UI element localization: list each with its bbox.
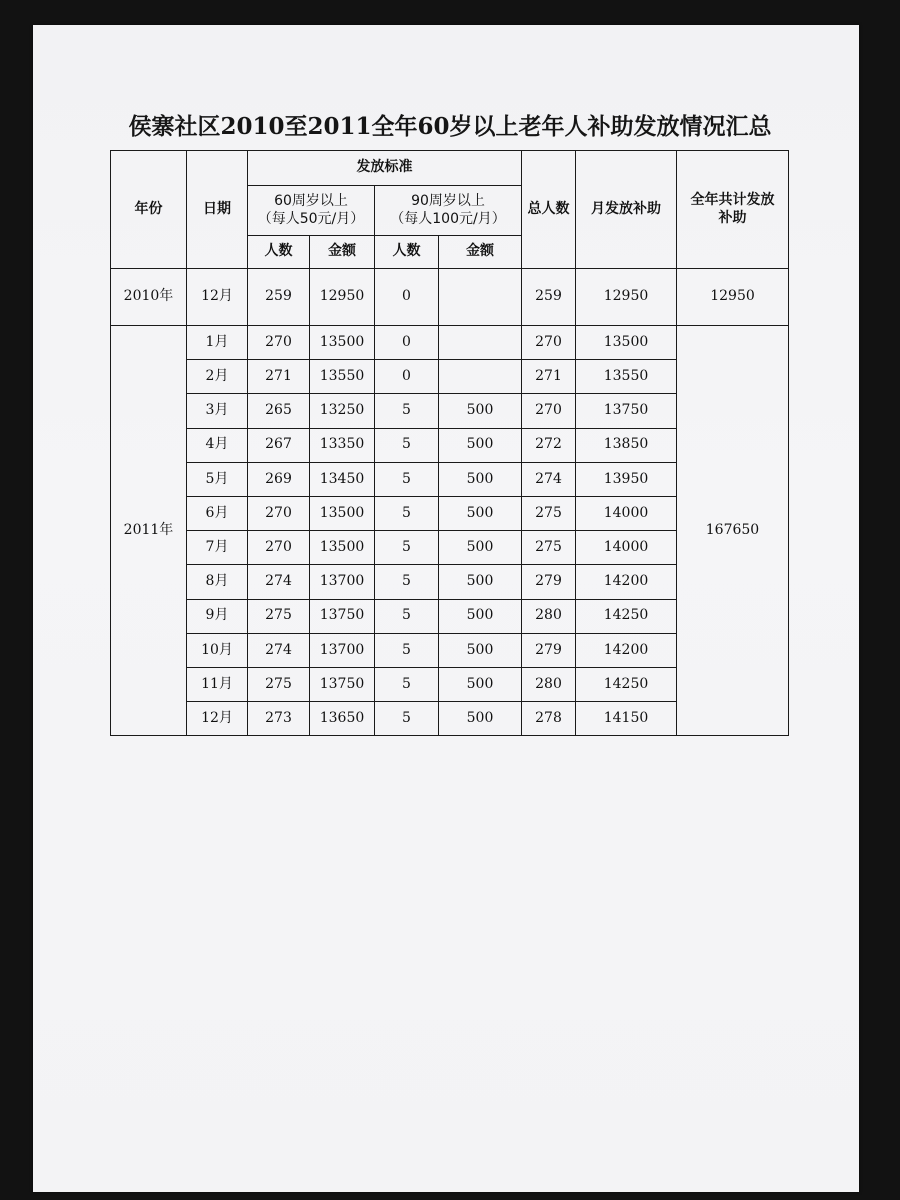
year-cell: 2011年 [111, 326, 187, 736]
amount-90-cell: 500 [439, 428, 522, 462]
count-90-cell: 5 [375, 702, 439, 736]
header-amount-60: 金额 [310, 236, 375, 269]
monthly-subsidy-cell: 13750 [576, 394, 677, 428]
year-cell: 2010年 [111, 269, 187, 326]
amount-90-cell: 500 [439, 565, 522, 599]
header-date: 日期 [187, 151, 248, 269]
monthly-subsidy-cell: 14150 [576, 702, 677, 736]
count-90-cell: 5 [375, 667, 439, 701]
amount-60-cell: 13250 [310, 394, 375, 428]
monthly-subsidy-cell: 14250 [576, 667, 677, 701]
date-cell: 8月 [187, 565, 248, 599]
count-90-cell: 0 [375, 360, 439, 394]
count-60-cell: 273 [248, 702, 310, 736]
date-cell: 2月 [187, 360, 248, 394]
monthly-subsidy-cell: 13950 [576, 462, 677, 496]
date-cell: 4月 [187, 428, 248, 462]
amount-60-cell: 13700 [310, 565, 375, 599]
amount-60-cell: 13550 [310, 360, 375, 394]
total-people-cell: 275 [522, 531, 576, 565]
count-90-cell: 5 [375, 531, 439, 565]
amount-90-cell: 500 [439, 702, 522, 736]
header-group-90-line2: （每人100元/月） [390, 210, 506, 227]
annual-total-cell: 167650 [677, 326, 789, 736]
document-title: 侯寨社区2010至2011全年60岁以上老年人补助发放情况汇总 [128, 113, 772, 140]
total-people-cell: 279 [522, 633, 576, 667]
header-group-60-line1: 60周岁以上 [274, 193, 348, 209]
count-60-cell: 270 [248, 496, 310, 530]
header-monthly-subsidy: 月发放补助 [576, 151, 677, 269]
total-people-cell: 280 [522, 667, 576, 701]
amount-60-cell: 13700 [310, 633, 375, 667]
total-people-cell: 272 [522, 428, 576, 462]
amount-60-cell: 13450 [310, 462, 375, 496]
date-cell: 12月 [187, 702, 248, 736]
amount-60-cell: 13750 [310, 599, 375, 633]
count-60-cell: 270 [248, 326, 310, 360]
count-60-cell: 275 [248, 599, 310, 633]
total-people-cell: 270 [522, 326, 576, 360]
amount-90-cell: 500 [439, 462, 522, 496]
total-people-cell: 278 [522, 702, 576, 736]
count-60-cell: 267 [248, 428, 310, 462]
date-cell: 1月 [187, 326, 248, 360]
header-group-90 [375, 186, 522, 236]
date-cell: 5月 [187, 462, 248, 496]
header-group-90-line1: 90周岁以上 [411, 193, 485, 209]
date-cell: 7月 [187, 531, 248, 565]
monthly-subsidy-cell: 14250 [576, 599, 677, 633]
header-row-1 [111, 151, 789, 186]
total-people-cell: 279 [522, 565, 576, 599]
header-year: 年份 [111, 151, 187, 269]
subsidy-table [110, 150, 789, 736]
header-count-90: 人数 [375, 236, 439, 269]
count-90-cell: 0 [375, 326, 439, 360]
amount-90-cell: 500 [439, 531, 522, 565]
amount-90-cell [439, 360, 522, 394]
total-people-cell: 270 [522, 394, 576, 428]
header-annual-total-line2: 补助 [718, 209, 747, 226]
monthly-subsidy-cell: 14000 [576, 496, 677, 530]
table-row [111, 269, 789, 326]
header-group-60 [248, 186, 375, 236]
date-cell: 3月 [187, 394, 248, 428]
amount-90-cell: 500 [439, 633, 522, 667]
date-cell: 12月 [187, 269, 248, 326]
amount-60-cell: 13500 [310, 531, 375, 565]
amount-90-cell: 500 [439, 667, 522, 701]
amount-90-cell: 500 [439, 394, 522, 428]
monthly-subsidy-cell: 13500 [576, 326, 677, 360]
header-total-people: 总人数 [522, 151, 576, 269]
count-60-cell: 270 [248, 531, 310, 565]
amount-90-cell: 500 [439, 496, 522, 530]
amount-60-cell: 13350 [310, 428, 375, 462]
count-90-cell: 5 [375, 496, 439, 530]
table-body [111, 151, 789, 736]
total-people-cell: 275 [522, 496, 576, 530]
header-amount-90: 金额 [439, 236, 522, 269]
monthly-subsidy-cell: 14000 [576, 531, 677, 565]
header-standard: 发放标准 [248, 151, 522, 186]
monthly-subsidy-cell: 13550 [576, 360, 677, 394]
amount-60-cell: 13750 [310, 667, 375, 701]
count-90-cell: 5 [375, 428, 439, 462]
header-annual-total [677, 151, 789, 269]
amount-90-cell [439, 326, 522, 360]
monthly-subsidy-cell: 14200 [576, 565, 677, 599]
annual-total-cell: 12950 [677, 269, 789, 326]
total-people-cell: 274 [522, 462, 576, 496]
total-people-cell: 271 [522, 360, 576, 394]
total-people-cell: 259 [522, 269, 576, 326]
header-annual-total-line1: 全年共计发放 [690, 192, 775, 208]
amount-60-cell: 13500 [310, 496, 375, 530]
amount-60-cell: 13500 [310, 326, 375, 360]
count-90-cell: 0 [375, 269, 439, 326]
count-60-cell: 274 [248, 565, 310, 599]
amount-60-cell: 13650 [310, 702, 375, 736]
count-60-cell: 271 [248, 360, 310, 394]
count-90-cell: 5 [375, 394, 439, 428]
amount-90-cell: 500 [439, 599, 522, 633]
count-60-cell: 275 [248, 667, 310, 701]
count-60-cell: 265 [248, 394, 310, 428]
date-cell: 6月 [187, 496, 248, 530]
count-60-cell: 274 [248, 633, 310, 667]
monthly-subsidy-cell: 13850 [576, 428, 677, 462]
count-90-cell: 5 [375, 565, 439, 599]
total-people-cell: 280 [522, 599, 576, 633]
amount-90-cell [439, 269, 522, 326]
monthly-subsidy-cell: 12950 [576, 269, 677, 326]
count-60-cell: 259 [248, 269, 310, 326]
monthly-subsidy-cell: 14200 [576, 633, 677, 667]
date-cell: 9月 [187, 599, 248, 633]
amount-60-cell: 12950 [310, 269, 375, 326]
table-row [111, 326, 789, 360]
count-90-cell: 5 [375, 633, 439, 667]
count-60-cell: 269 [248, 462, 310, 496]
header-group-60-line2: （每人50元/月） [257, 210, 365, 227]
header-count-60: 人数 [248, 236, 310, 269]
count-90-cell: 5 [375, 462, 439, 496]
date-cell: 10月 [187, 633, 248, 667]
count-90-cell: 5 [375, 599, 439, 633]
date-cell: 11月 [187, 667, 248, 701]
